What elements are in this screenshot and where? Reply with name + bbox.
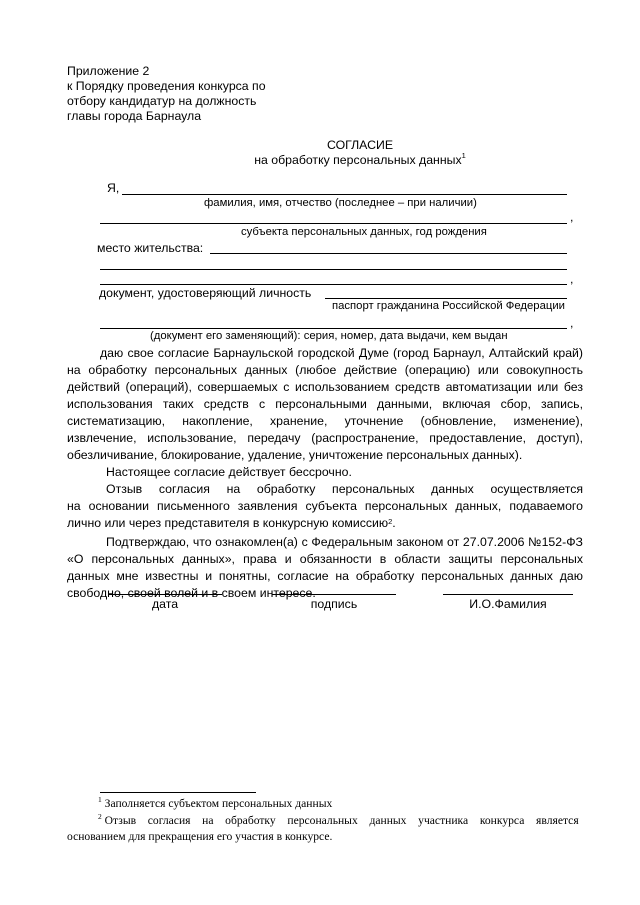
residence-field-line-3[interactable] — [100, 284, 567, 285]
confirm-line-4: свободно, своей волей и в своем интересе. — [67, 586, 316, 600]
residence-field-line-1[interactable] — [210, 253, 567, 254]
consent-line-5: систематизацию, накопление, хранение, уточнение (обновление, изменение), — [67, 414, 583, 428]
appendix-line-3: отбору кандидатур на должность — [67, 94, 257, 108]
footnote-1-text: Заполняется субъектом персональных данных — [104, 797, 333, 810]
replacement-caption: (документ его заменяющий): серия, номер, дата выдачи, кем выдан — [150, 330, 508, 342]
date-line[interactable] — [108, 594, 222, 595]
confirm-line-1: Подтверждаю, что ознакомлен(а) с Федеральным законом от 27.07.2006 №152-ФЗ — [106, 535, 583, 549]
i-label: Я, — [107, 181, 120, 195]
consent-line-2: на обработку персональных данных (любое действие (операцию) или совокупность — [67, 363, 583, 377]
page-title: СОГЛАСИЕ — [326, 138, 394, 152]
indefinite-text: Настоящее согласие действует бессрочно. — [106, 465, 352, 479]
residence-field-line-2[interactable] — [100, 269, 567, 270]
appendix-line-4: главы города Барнаула — [67, 109, 202, 123]
subject-caption: субъекта персональных данных, год рождения — [241, 226, 487, 238]
signature-line[interactable] — [272, 594, 396, 595]
withdrawal-line-2: на основании письменного заявления субъекта персональных данных, подаваемого — [67, 499, 583, 513]
footnote-ref-1: 1 — [461, 151, 466, 160]
footnote-ref-2: 2 — [388, 517, 393, 526]
consent-line-7: обезличивание, блокирование, удаление, уничтожение персональных данных). — [67, 448, 523, 462]
confirm-line-2: «О персональных данных», права и обязанности в области защиты персональных — [67, 552, 583, 566]
footnote-1 — [98, 797, 332, 810]
fio-field-line[interactable] — [122, 194, 567, 195]
name-caption: И.О.Фамилия — [469, 597, 547, 611]
footnote-2-line-1 — [98, 814, 583, 827]
document-details-line[interactable] — [100, 328, 567, 329]
appendix-line-2: к Порядку проведения конкурса по — [67, 79, 266, 93]
subject-field-line[interactable] — [100, 223, 567, 224]
page-subtitle — [0, 153, 640, 167]
comma-2: , — [570, 272, 574, 286]
fio-caption: фамилия, имя, отчество (последнее – при наличии) — [204, 197, 477, 209]
signature-caption: подпись — [310, 597, 358, 611]
passport-caption: паспорт гражданина Российской Федерации — [332, 300, 565, 312]
document-label: документ, удостоверяющий личность — [99, 286, 312, 300]
consent-line-6: извлечение, использование, передачу (распространение, предоставление, доступ), — [67, 431, 583, 445]
withdrawal-line-3: лично или через представителя в конкурсную комиссию$^2$. — [67, 516, 396, 530]
footnote-2-text-1: Отзыв согласия на обработку персональных данных участника конкурса является — [104, 814, 579, 827]
consent-line-4: использования таких средств с персональными данными, включая сбор, запись, — [67, 397, 583, 411]
withdrawal-line-1: Отзыв согласия на обработку персональных данных осуществляется — [106, 482, 583, 496]
footnote-2-mark: 2 — [98, 812, 102, 821]
footnote-1-mark: 1 — [98, 795, 102, 804]
appendix-line-1: Приложение 2 — [67, 64, 150, 78]
confirm-line-3: данных мне известны и понятны, согласие на обработку персональных данных даю — [67, 569, 583, 583]
consent-line-3: действий (операций), совершаемых с использованием средств автоматизации или без — [67, 380, 583, 394]
comma-3: , — [570, 316, 574, 330]
footnote-separator — [100, 792, 256, 793]
consent-line-1: даю свое согласие Барнаульской городской Думе (город Барнаул, Алтайский край) — [100, 346, 583, 360]
residence-label: место жительства: — [97, 241, 204, 255]
date-caption: дата — [151, 597, 179, 611]
comma-1: , — [570, 210, 574, 224]
subtitle-text: на обработку персональных данных — [254, 153, 462, 167]
document-field-line[interactable] — [325, 298, 567, 299]
withdrawal-text: лично или через представителя в конкурсную комиссию — [67, 516, 389, 530]
footnote-2-line-2: основанием для прекращения его участия в конкурсе. — [67, 830, 333, 843]
name-line[interactable] — [443, 594, 573, 595]
